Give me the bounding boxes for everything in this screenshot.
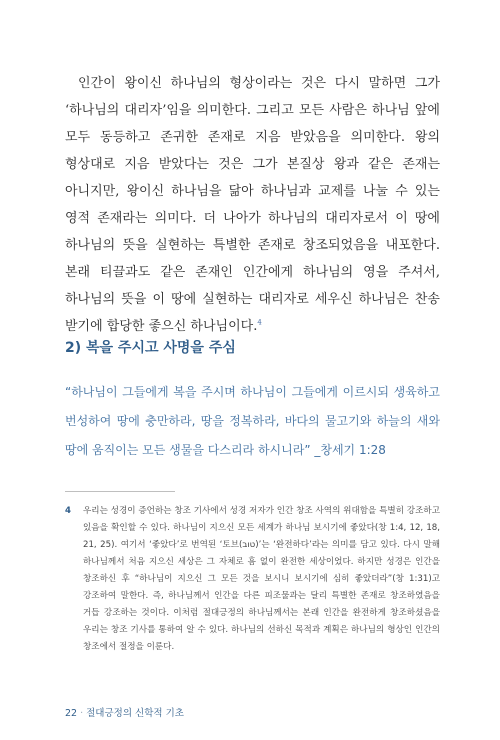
scripture-quote-text: “하나님이 그들에게 복을 주시며 하나님이 그들에게 이르시되 생육하고 번성하여 땅에 충만하라, 땅을 정복하라, 바다의 물고기와 하늘의 새와 땅에 움직이는 모든 생물을 다스리라 하시니라” _창세기 1:28 [65, 385, 440, 457]
section-heading: 2) 복을 주시고 사명을 주심 [65, 340, 236, 356]
footnote-reference[interactable]: 4 [257, 318, 262, 327]
book-title: 절대긍정의 신학적 기초 [86, 708, 184, 719]
page-number: 22 [65, 708, 78, 719]
footnote-divider [65, 491, 175, 492]
footnote-text: 우리는 성경이 증언하는 창조 기사에서 성경 저자가 인간 창조 사역의 위대함을 특별히 강조하고 있음을 확인할 수 있다. 하나님이 지으신 모든 세계가 하나님 보시기에 좋았다(창 1:4, 12, 18, 21, 25). 여기서 ‘좋았다’로 번역된 ‘토브(טוב)’는 ‘완전하다’라는 의미를 담고 있다. 다시 말해 하나님께서 처음 지으신 세상은 그 자체로 흠 없이 완전한 세상이었다. 하지만 성경은 인간을 창조하신 후 “하나님이 지으신 그 모든 것을 보시니 보시기에 심히 좋았더라”(창 1:31)고 강조하여 말한다. 즉, 하나님께서 인간을 다른 피조물과는 달리 특별한 존재로 창조하였음을 거듭 강조하는 것이다. 이처럼 절대긍정의 하나님께서는 본래 인간을 완전하게 창조하셨음을 우리는 창조 기사를 통하여 알 수 있다. 하나님의 선하신 목적과 계획은 하나님의 형상인 인간의 창조에서 절정을 이룬다. [83, 506, 440, 652]
footer-separator: · [80, 708, 84, 719]
footnote-number: 4 [65, 506, 71, 516]
body-paragraph [65, 70, 440, 340]
page-footer [65, 705, 184, 719]
scripture-quote [65, 378, 440, 465]
footnote [65, 503, 440, 656]
body-paragraph-text: 인간이 왕이신 하나님의 형상이라는 것은 다시 말하면 그가 ‘하나님의 대리자’임을 의미한다. 그리고 모든 사람은 하나님 앞에 모두 동등하고 존귀한 존재로 지음 받았음을 의미한다. 왕의 형상대로 지음 받았다는 것은 그가 본질상 왕과 같은 존재는 아니지만, 왕이신 하나님을 닮아 하나님과 교제를 나눌 수 있는 영적 존재라는 의미다. 더 나아가 하나님의 대리자로서 이 땅에 하나님의 뜻을 실현하는 특별한 존재로 창조되었음을 내포한다. 본래 티끌과도 같은 존재인 인간에게 하나님의 영을 주셔서, 하나님의 뜻을 이 땅에 실현하는 대리자로 세우신 하나님은 찬송 받기에 합당한 좋으신 하나님이다. [65, 76, 440, 334]
